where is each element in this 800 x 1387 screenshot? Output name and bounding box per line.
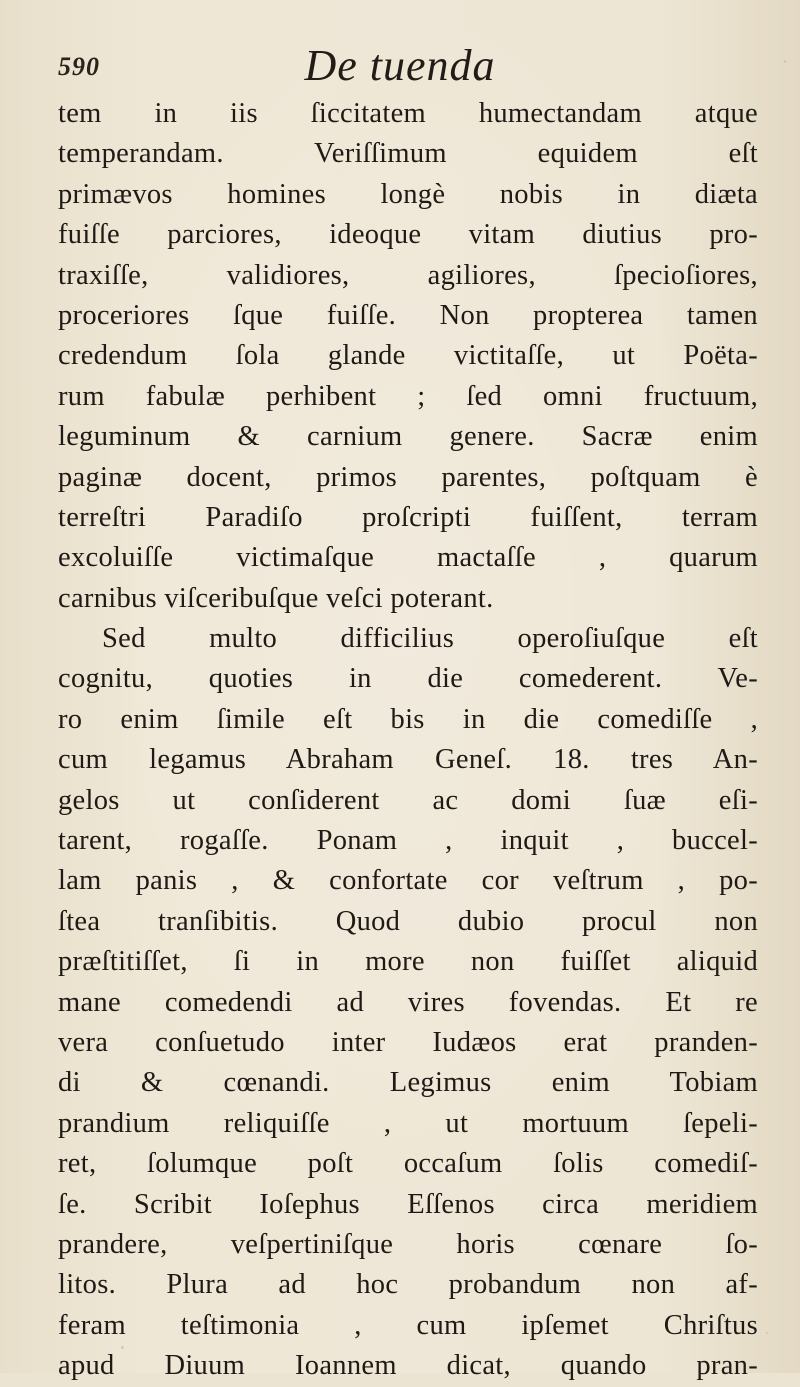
text-line: Sed multo difficilius operoſiuſque eſt (102, 623, 758, 655)
running-head-title: De tuenda (304, 41, 496, 90)
text-line: tem in iis ſiccitatem humectandam atque (58, 98, 758, 129)
text-line: temperandam. Veriſſimum equidem eſt (58, 138, 758, 170)
running-head (0, 40, 800, 100)
text-line: fuiſſe parciores, ideoque vitam diutius pro- (58, 219, 758, 251)
text-line: excoluiſſe victimaſque mactaſſe , quarum (58, 542, 758, 574)
paper-speck (121, 1346, 124, 1349)
text-line: gelos ut conſiderent ac domi ſuæ eſi- (58, 784, 758, 816)
paper-speck (766, 1332, 768, 1334)
text-line: proceriores ſque fuiſſe. Non propterea tamen (58, 299, 758, 331)
text-line: prandium reliquiſſe , ut mortuum ſepeli- (58, 1107, 758, 1139)
text-line: cum legamus Abraham Geneſ. 18. tres An- (58, 744, 758, 776)
text-line: lam panis , & confortate cor veſtrum , po- (58, 865, 758, 897)
text-line: præſtitiſſet, ſi in more non fuiſſet aliquid (58, 946, 758, 978)
text-line: primævos homines longè nobis in diæta (58, 178, 758, 210)
text-line: paginæ docent, primos parentes, poſtquam è (58, 461, 758, 493)
paper-speck (784, 60, 786, 63)
body-text (58, 94, 758, 1387)
text-line: rum fabulæ perhibent ; ſed omni fructuum, (58, 380, 758, 412)
text-line: mane comedendi ad vires fovendas. Et re (58, 986, 758, 1018)
text-line: feram teſtimonia , cum ipſemet Chriſtus (58, 1309, 758, 1341)
text-line: apud Diuum Ioannem dicat, quando pran- (58, 1350, 758, 1382)
text-line: ſtea tranſibitis. Quod dubio procul non (58, 905, 758, 937)
text-line: di & cœnandi. Legimus enim Tobiam (58, 1067, 758, 1099)
text-line: ret, ſolumque poſt occaſum ſolis comediſ- (58, 1148, 758, 1180)
text-line: terreſtri Paradiſo proſcripti fuiſſent, terram (58, 501, 758, 533)
text-line: vera conſuetudo inter Iudæos erat pranden- (58, 1026, 758, 1058)
text-line: prandere, veſpertiniſque horis cœnare ſo- (58, 1228, 758, 1260)
text-line: litos. Plura ad hoc probandum non af- (58, 1269, 758, 1301)
text-line: cognitu, quoties in die comederent. Ve- (58, 663, 758, 695)
text-line: traxiſſe, validiores, agiliores, ſpecioſiores, (58, 259, 758, 291)
text-line: ſe. Scribit Ioſephus Eſſenos circa meridiem (58, 1188, 758, 1220)
page-number: 590 (58, 52, 100, 81)
text-line: tarent, rogaſſe. Ponam , inquit , buccel- (58, 825, 758, 857)
paper-speck (74, 1078, 77, 1081)
text-line: leguminum & carnium genere. Sacræ enim (58, 421, 758, 453)
text-line: credendum ſola glande victitaſſe, ut Poëta- (58, 340, 758, 372)
text-line: carnibus viſceribuſque veſci poterant. (58, 582, 494, 614)
text-line: ro enim ſimile eſt bis in die comediſſe , (58, 703, 758, 735)
